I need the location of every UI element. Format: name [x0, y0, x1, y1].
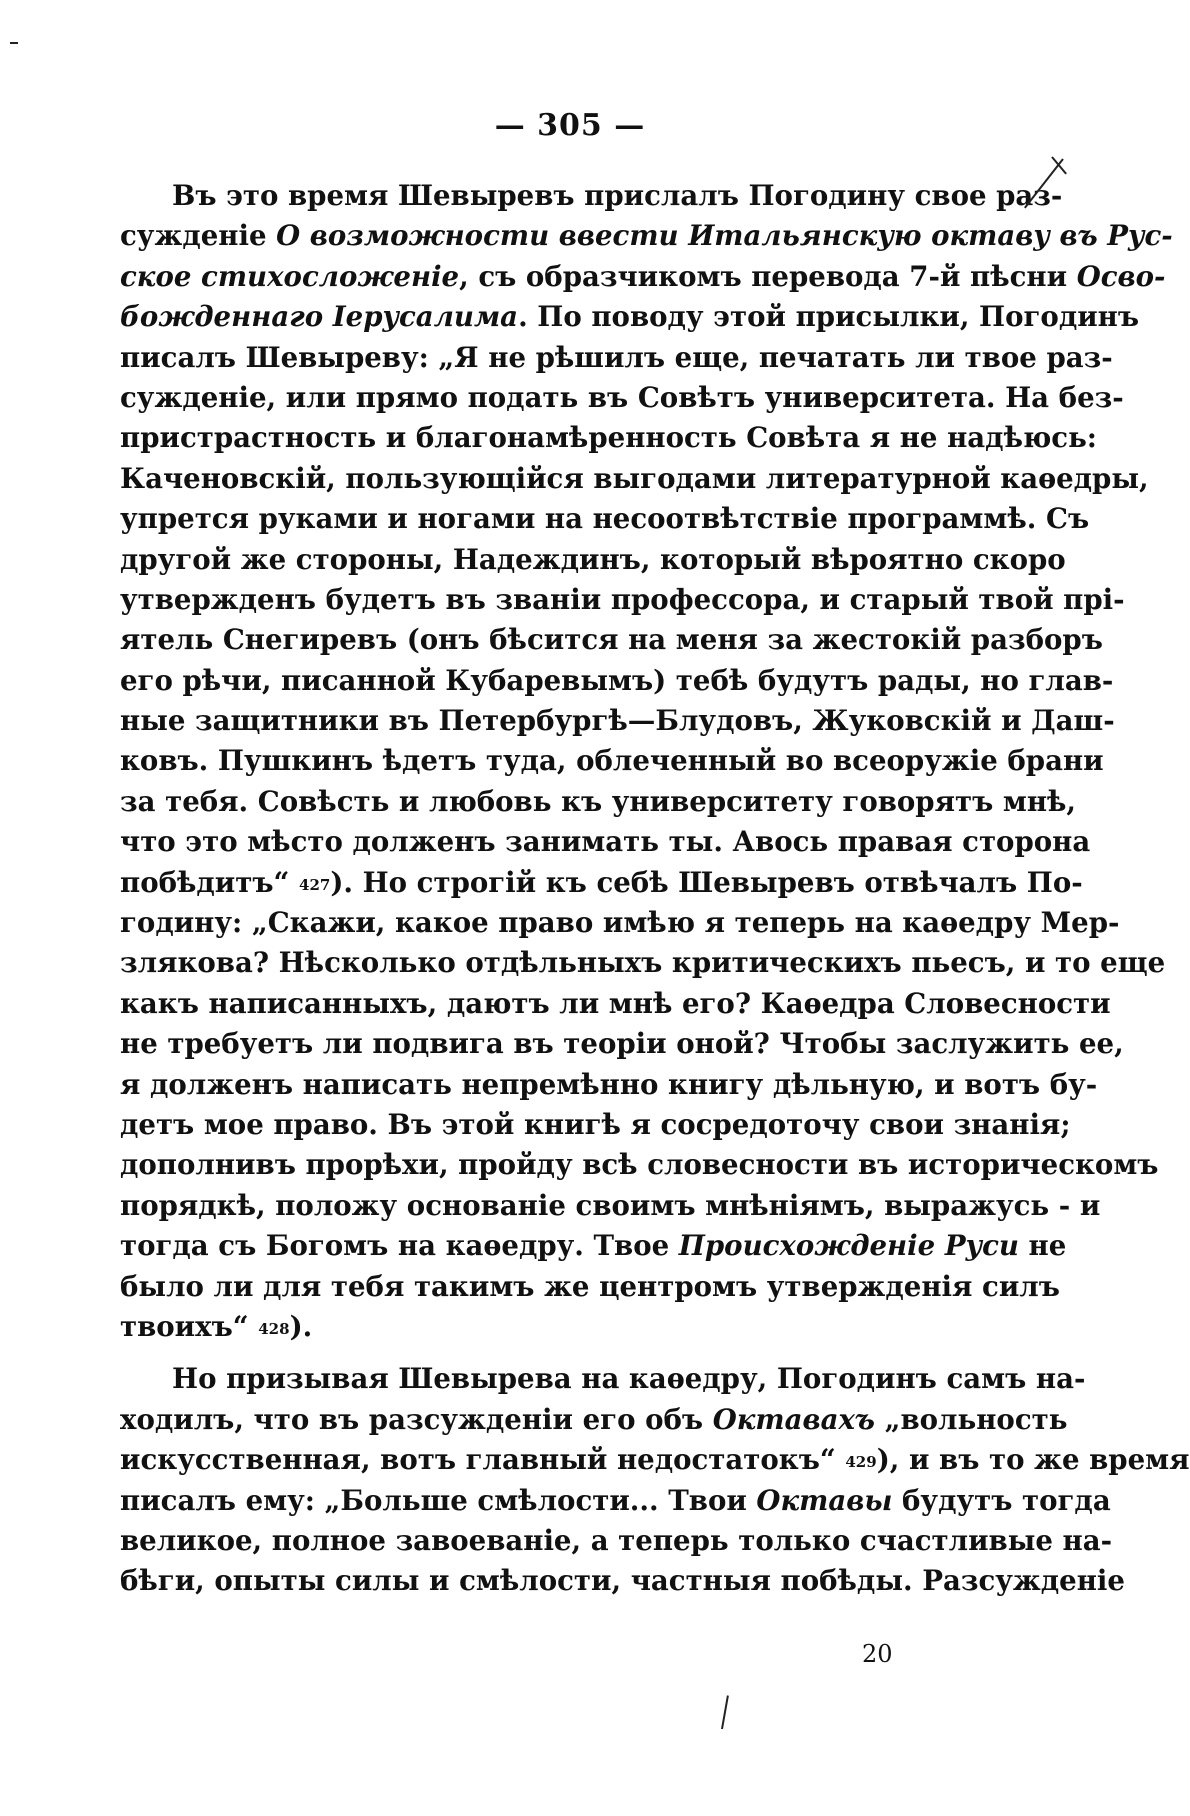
text-line: ское стихосложеніе, съ образчикомъ перевода 7-й пѣсни Осво- [120, 259, 1166, 293]
italic-title: О возможности ввести Итальянскую октаву въ Рус- [276, 219, 1173, 253]
text-line: его рѣчи, писанной Кубаревымъ) тебѣ будутъ рады, но глав- [120, 663, 1114, 697]
body-text [120, 176, 1190, 1602]
italic-title: Осво- [1076, 259, 1166, 293]
italic-title: Октавахъ [712, 1402, 875, 1436]
scan-mark [10, 42, 18, 44]
text-line: писалъ Шевыреву: „Я не рѣшилъ еще, печатать ли твое раз- [120, 340, 1113, 374]
text-line: не требуетъ ли подвига въ теоріи оной? Чтобы заслужить ее, [120, 1027, 1124, 1061]
text-line: ковъ. Пушкинъ ѣдетъ туда, облеченный во всеоружіе брани [120, 744, 1104, 778]
text-line: упрется руками и ногами на несоотвѣтствіе программѣ. Съ [120, 502, 1090, 536]
text-line: великое, полное завоеваніе, а теперь только счастливые на- [120, 1523, 1113, 1557]
text-line: искусственная, вотъ главный недостатокъ“ $^{429}$), и въ то же время [120, 1443, 1190, 1477]
text-line: божденнаго Іерусалима. По поводу этой присылки, Погодинъ [120, 300, 1140, 334]
text-line: ные защитники въ Петербургѣ—Блудовъ, Жуковскій и Даш- [120, 704, 1115, 738]
text-line: сужденіе, или прямо подать въ Совѣтъ университета. На без- [120, 380, 1124, 414]
text-line: утвержденъ будетъ въ званіи профессора, и старый твой прі- [120, 582, 1125, 616]
footnote-ref: 428 [258, 1319, 290, 1338]
text-line: ятель Снегиревъ (онъ бѣсится на меня за жестокій разборъ [120, 623, 1103, 657]
italic-title: Октавы [756, 1483, 893, 1517]
text-line: за тебя. Совѣсть и любовь къ университету говорятъ мнѣ, [120, 784, 1077, 818]
text-line: писалъ ему: „Больше смѣлости... Твои Октавы будутъ тогда [120, 1483, 1111, 1517]
text-line: тогда съ Богомъ на каѳедру. Твое Происхожденіе Руси не [120, 1229, 1067, 1263]
footnote-ref: 427 [299, 875, 331, 894]
text-line: Каченовскій, пользующійся выгодами литературной каѳедры, [120, 461, 1149, 495]
text-line: было ли для тебя такимъ же центромъ утвержденія силъ [120, 1269, 1060, 1303]
footnote-ref: 429 [845, 1453, 877, 1472]
text-line: ходилъ, что въ разсужденіи его объ Октавахъ „вольность [120, 1402, 1068, 1436]
paragraph-gap [120, 1347, 980, 1359]
text-line: побѣдитъ“ $^{427}$). Но строгій къ себѣ Шевыревъ отвѣчалъ По- [120, 865, 1083, 899]
text-line: детъ мое право. Въ этой книгѣ я сосредоточу свои знанія; [120, 1107, 1071, 1141]
italic-title: ское стихосложеніе [120, 259, 460, 293]
text-line: годину: „Скажи, какое право имѣю я теперь на каѳедру Мер- [120, 906, 1120, 940]
text-line: пристрастность и благонамѣренность Совѣта я не надѣюсь: [120, 421, 1097, 455]
text-line: бѣги, опыты силы и смѣлости, частныя побѣды. Разсужденіе [120, 1564, 1125, 1598]
text-line: порядкѣ, положу основаніе своимъ мнѣніямъ, выражусь - и [120, 1188, 1101, 1222]
text-line: я долженъ написать непремѣнно книгу дѣльную, и вотъ бу- [120, 1067, 1098, 1101]
text-line: Въ это время Шевыревъ прислалъ Погодину свое раз- [172, 179, 1063, 212]
text-line: твоихъ“ $^{428}$). [120, 1309, 313, 1343]
text-line: злякова? Нѣсколько отдѣльныхъ критическихъ пьесъ, и то еще [120, 946, 1166, 980]
text-line: какъ написанныхъ, даютъ ли мнѣ его? Каѳедра Словесности [120, 986, 1111, 1020]
italic-title: божденнаго Іерусалима [120, 300, 519, 334]
text-line: Но призывая Шевырева на каѳедру, Погодинъ самъ на- [172, 1362, 1086, 1396]
scan-mark [721, 1695, 729, 1729]
text-line: сужденіе О возможности ввести Итальянскую октаву въ Рус- [120, 219, 1173, 253]
text-line: другой же стороны, Надеждинъ, который вѣроятно скоро [120, 542, 1066, 576]
page-number: — 305 — [494, 108, 646, 143]
signature-mark: 20 [862, 1640, 893, 1668]
italic-title: Происхожденіе Руси [678, 1229, 1019, 1263]
text-line: что это мѣсто долженъ занимать ты. Авось правая сторона [120, 825, 1091, 859]
text-line: дополнивъ прорѣхи, пройду всѣ словесности въ историческомъ [120, 1148, 1159, 1182]
